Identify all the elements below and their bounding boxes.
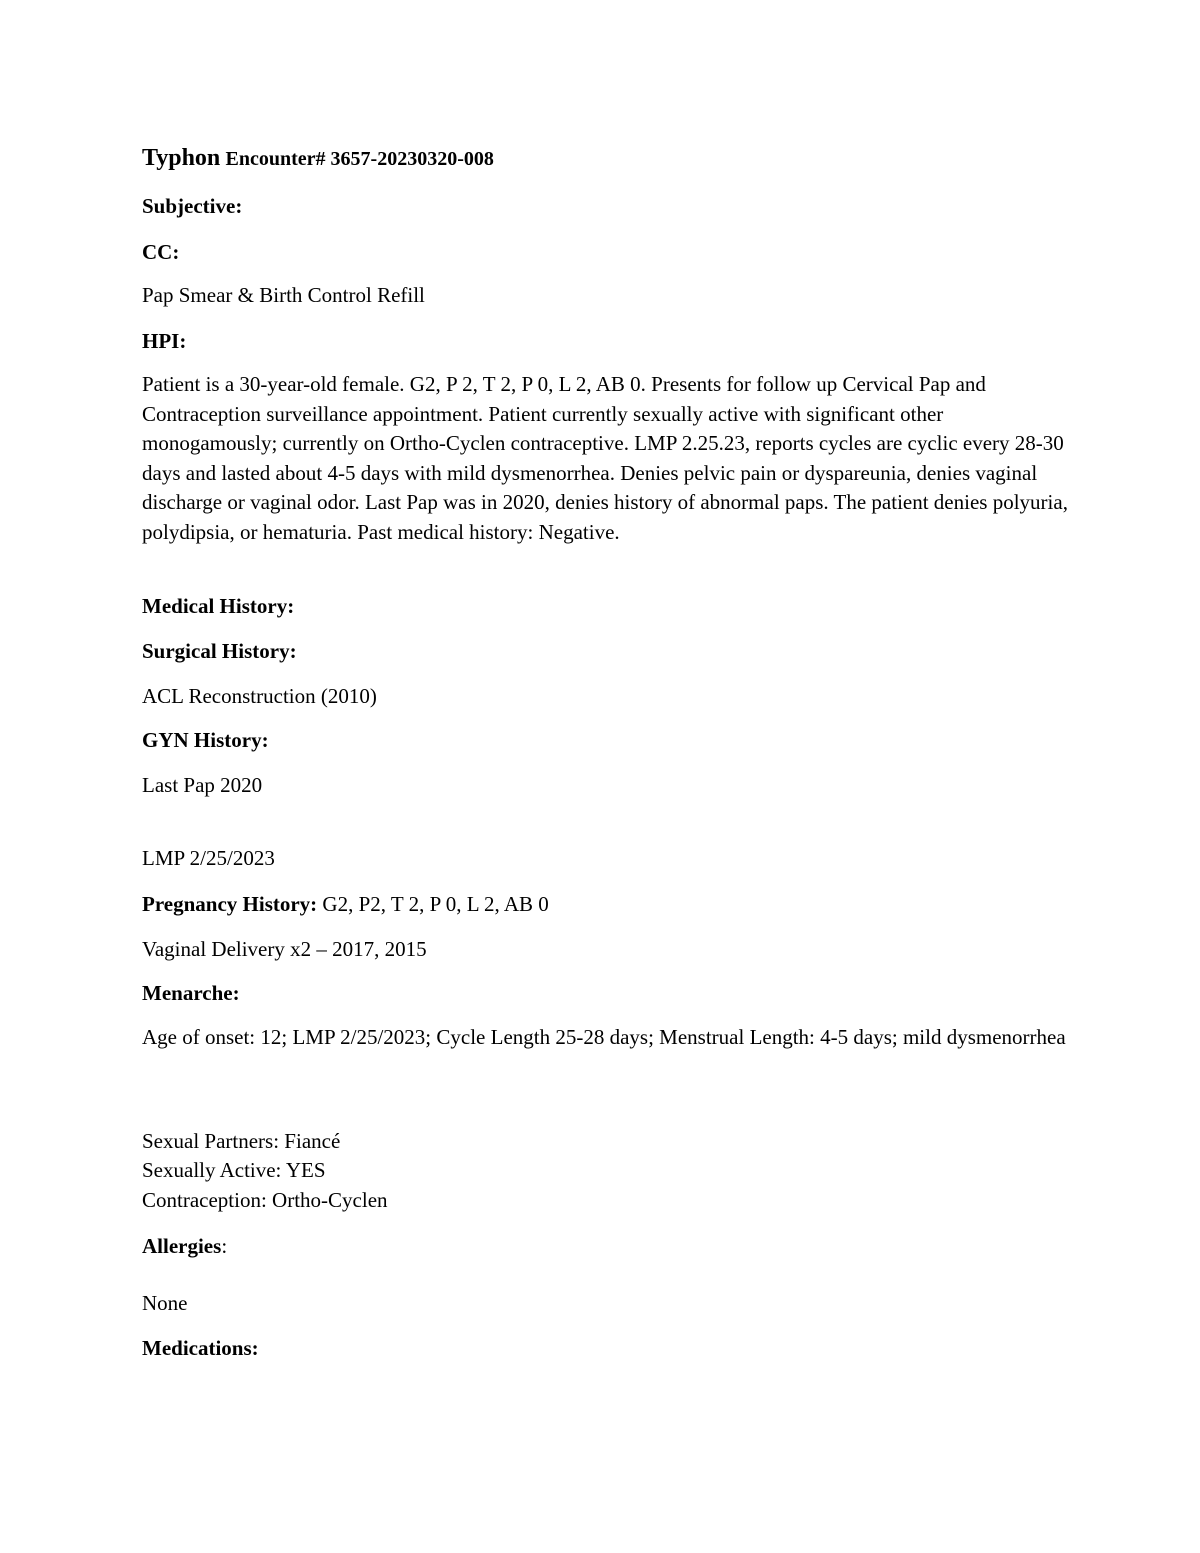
cc-text: Pap Smear & Birth Control Refill xyxy=(142,283,425,307)
allergies-colon: : xyxy=(221,1234,228,1258)
last-pap-text: Last Pap 2020 xyxy=(142,773,263,797)
allergies-heading: Allergies xyxy=(142,1234,222,1258)
medical-history-heading: Medical History: xyxy=(142,594,295,618)
brand-name: Typhon xyxy=(142,145,221,171)
hpi-text: Patient is a 30-year-old female. G2, P 2, T 2, P 0, L 2, AB 0. Presents for follow up Cervical Pap and Contraception surveillance appointment. Patient currently sexually active with significant other monogamously; currently on Ortho-Cyclen contraceptive. LMP 2.25.23, reports cycles are cyclic every 28-30 days and lasted about 4-5 days with mild dysmenorrhea. Denies pelvic pain or dyspareunia, denies vaginal discharge or vaginal odor. Last Pap was in 2020, denies history of abnormal paps. The patient denies polyuria, polydipsia, or hematuria. Past medical history: Negative. xyxy=(142,372,1068,544)
vaginal-delivery-text: Vaginal Delivery x2 – 2017, 2015 xyxy=(142,937,427,961)
encounter-number: Encounter# 3657-20230320-008 xyxy=(225,148,494,170)
medications-heading: Medications: xyxy=(142,1336,259,1360)
contraception-text: Contraception: Ortho-Cyclen xyxy=(142,1188,388,1212)
allergies-text: None xyxy=(142,1291,188,1315)
sexually-active-text: Sexually Active: YES xyxy=(142,1158,326,1182)
lmp-text: LMP 2/25/2023 xyxy=(142,846,275,870)
menarche-text: Age of onset: 12; LMP 2/25/2023; Cycle Length 25-28 days; Menstrual Length: 4-5 days; mild dysmenorrhea xyxy=(142,1025,1066,1049)
cc-heading: CC: xyxy=(142,240,180,264)
subjective-heading: Subjective: xyxy=(142,194,243,218)
gyn-history-heading: GYN History: xyxy=(142,728,269,752)
surgical-history-text: ACL Reconstruction (2010) xyxy=(142,684,377,708)
sexual-partners-text: Sexual Partners: Fiancé xyxy=(142,1129,341,1153)
surgical-history-heading: Surgical History: xyxy=(142,639,297,663)
pregnancy-history-line xyxy=(142,889,549,919)
pregnancy-history-label: Pregnancy History: xyxy=(142,892,318,916)
encounter-header xyxy=(142,143,494,174)
allergies-heading-line xyxy=(142,1231,227,1261)
hpi-heading: HPI: xyxy=(142,329,187,353)
pregnancy-history-value: G2, P2, T 2, P 0, L 2, AB 0 xyxy=(317,892,549,916)
menarche-heading: Menarche: xyxy=(142,981,240,1005)
